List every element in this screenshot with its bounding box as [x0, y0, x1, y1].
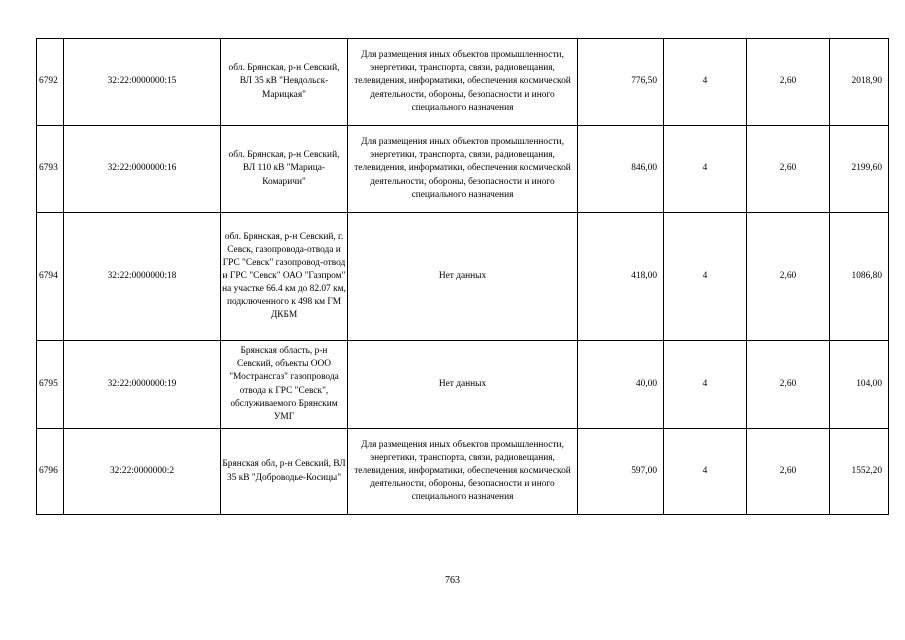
rate-cell: 2,60 [747, 39, 830, 126]
area-cell: 418,00 [578, 213, 664, 341]
area-cell: 597,00 [578, 429, 664, 515]
category-cell: 4 [664, 213, 747, 341]
table-row [37, 213, 889, 341]
permitted-use-cell: Нет данных [348, 213, 578, 341]
rate-cell: 2,60 [747, 213, 830, 341]
cadastral-number-cell: 32:22:0000000:2 [64, 429, 221, 515]
cadastral-number-cell: 32:22:0000000:15 [64, 39, 221, 126]
land-plots-table [36, 38, 889, 515]
rate-cell: 2,60 [747, 126, 830, 213]
row-number-cell: 6796 [37, 429, 64, 515]
table-row [37, 39, 889, 126]
cadastral-number-cell: 32:22:0000000:19 [64, 341, 221, 429]
table-row [37, 429, 889, 515]
row-number-cell: 6794 [37, 213, 64, 341]
area-cell: 776,50 [578, 39, 664, 126]
table-row [37, 341, 889, 429]
address-cell: обл. Брянская, р-н Севский, ВЛ 110 кВ "Марица-Комаричи" [221, 126, 348, 213]
page-number: 763 [445, 575, 460, 586]
address-cell: обл. Брянская, р-н Севский, ВЛ 35 кВ "Невдольск-Марицкая" [221, 39, 348, 126]
amount-cell: 2018,90 [830, 39, 889, 126]
category-cell: 4 [664, 341, 747, 429]
amount-cell: 1086,80 [830, 213, 889, 341]
category-cell: 4 [664, 39, 747, 126]
address-cell: Брянская обл, р-н Севский, ВЛ 35 кВ "Доброводье-Косицы" [221, 429, 348, 515]
amount-cell: 2199,60 [830, 126, 889, 213]
amount-cell: 1552,20 [830, 429, 889, 515]
permitted-use-cell: Нет данных [348, 341, 578, 429]
cadastral-number-cell: 32:22:0000000:16 [64, 126, 221, 213]
table-row [37, 126, 889, 213]
area-cell: 40,00 [578, 341, 664, 429]
permitted-use-cell: Для размещения иных объектов промышленности, энергетики, транспорта, связи, радиовещания, телевидения, информатики, обеспечения космической деятельности, обороны, безопасности и иного специального назначения [348, 39, 578, 126]
cadastral-number-cell: 32:22:0000000:18 [64, 213, 221, 341]
row-number-cell: 6793 [37, 126, 64, 213]
rate-cell: 2,60 [747, 341, 830, 429]
address-cell: обл. Брянская, р-н Севский, г. Севск, газопровода-отвода и ГРС "Севск" газопровод-отвод и ГРС "Севск" ОАО "Газпром" на участке 66.4 км до 82.07 км, подключенного к 498 км ГМ ДКБМ [221, 213, 348, 341]
address-cell: Брянская область, р-н Севский, объекты ООО "Мострансгаз" газопровода отвода к ГРС "Севск", обслуживаемого Брянским УМГ [221, 341, 348, 429]
permitted-use-cell: Для размещения иных объектов промышленности, энергетики, транспорта, связи, радиовещания, телевидения, информатики, обеспечения космической деятельности, обороны, безопасности и иного специального назначения [348, 126, 578, 213]
category-cell: 4 [664, 126, 747, 213]
category-cell: 4 [664, 429, 747, 515]
rate-cell: 2,60 [747, 429, 830, 515]
area-cell: 846,00 [578, 126, 664, 213]
row-number-cell: 6792 [37, 39, 64, 126]
permitted-use-cell: Для размещения иных объектов промышленности, энергетики, транспорта, связи, радиовещания, телевидения, информатики, обеспечения космической деятельности, обороны, безопасности и иного специального назначения [348, 429, 578, 515]
amount-cell: 104,00 [830, 341, 889, 429]
row-number-cell: 6795 [37, 341, 64, 429]
